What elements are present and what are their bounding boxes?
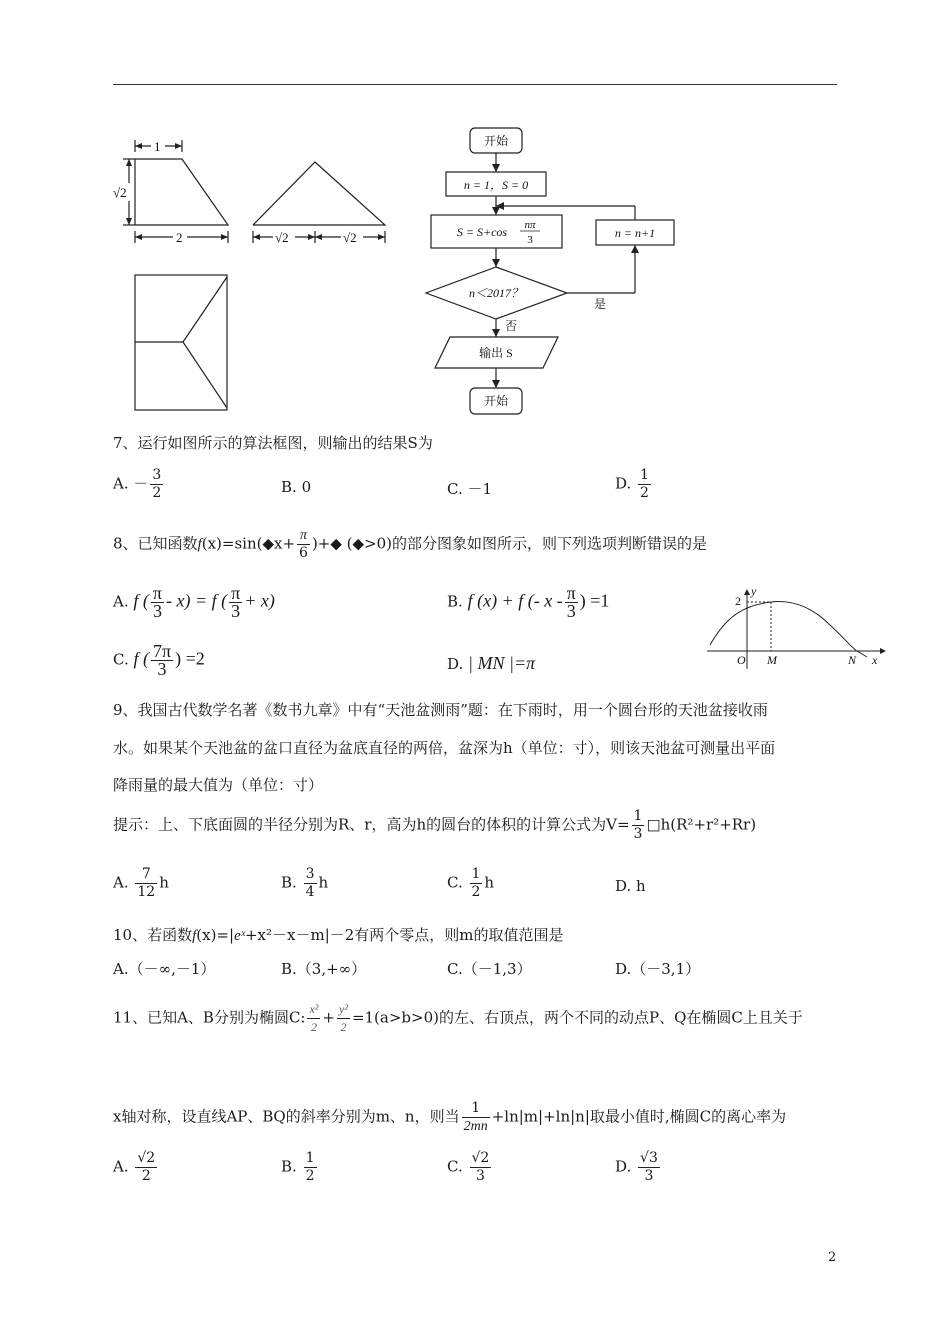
q9-line1: 9、我国古代数学名著《数书九章》中有“天池盆测雨”题：在下雨时，用一个圆台形的天池盆接收雨 bbox=[113, 701, 768, 719]
flow-condition-label: n＜2017？ bbox=[468, 286, 524, 300]
dim-bottom: 2 bbox=[176, 230, 183, 245]
flow-end-label: 开始 bbox=[483, 394, 509, 408]
q8-option-d: D. | MN |=π bbox=[447, 653, 536, 673]
q8-option-a: A. f ( $\frac{\pi}{3}$ - x) = f ( $\frac{\pi}{3}$ + x) bbox=[113, 583, 275, 621]
flow-update-den: 3 bbox=[527, 234, 533, 246]
header-rule bbox=[113, 84, 837, 85]
flow-yes-label: 是 bbox=[593, 297, 607, 311]
flow-update-num: nπ bbox=[524, 219, 536, 231]
three-view-figure bbox=[105, 130, 395, 420]
q10-stem: 10、若函数f(x)=|eˣ+x²－x－m|－2有两个零点，则m的取值范围是 bbox=[113, 926, 564, 944]
front-view-trapezoid bbox=[135, 159, 228, 225]
dim-side-left: √2 bbox=[275, 230, 289, 245]
sine-graph-figure bbox=[705, 585, 890, 670]
q9-option-a: A. $\frac{7}{12}$ h bbox=[113, 866, 169, 900]
q7-option-c: C. －1 bbox=[447, 480, 493, 498]
q10-option-b: B.（3,+∞） bbox=[281, 960, 367, 978]
q9-option-d: D. h bbox=[615, 877, 646, 895]
graph-y-label: y bbox=[751, 584, 757, 598]
q7-option-b: B. 0 bbox=[281, 478, 312, 496]
q11-option-a: A. $\frac{√2}{2}$ bbox=[113, 1150, 156, 1184]
flow-increment-label: n = n+1 bbox=[614, 226, 656, 240]
flow-output-label: 输出 S bbox=[479, 346, 513, 360]
flowchart-figure bbox=[420, 122, 690, 417]
graph-x-label: x bbox=[872, 653, 878, 667]
dim-side-right: √2 bbox=[343, 230, 357, 245]
flow-init-label: n = 1，S = 0 bbox=[463, 178, 529, 192]
q11-option-b: B. $\frac{1}{2}$ bbox=[281, 1150, 315, 1184]
q7-option-a: A. － $\frac{3}{2}$ bbox=[113, 467, 162, 501]
q11-option-d: D. $\frac{√3}{3}$ bbox=[615, 1150, 658, 1184]
q7-stem: 7、运行如图所示的算法框图，则输出的结果S为 bbox=[113, 434, 433, 452]
q10-option-a: A.（－∞,－1） bbox=[113, 960, 216, 978]
side-view-triangle bbox=[253, 162, 385, 225]
q9-line2: 水。如果某个天池盆的盆口直径为盆底直径的两倍，盆深为h（单位：寸），则该天池盆可测量出平面 bbox=[113, 739, 776, 757]
flow-no-label: 否 bbox=[504, 319, 518, 333]
q8-option-b: B. f (x) + f (- x - $\frac{\pi}{3}$ ) =1 bbox=[447, 583, 610, 621]
flow-update-label: S = S+cos bbox=[456, 225, 508, 239]
q9-line3: 降雨量的最大值为（单位：寸） bbox=[113, 776, 324, 794]
q10-option-c: C.（－1,3） bbox=[447, 960, 532, 978]
q9-option-c: C. $\frac{1}{2}$ h bbox=[447, 866, 495, 900]
graph-n-label: N bbox=[848, 653, 857, 667]
q8-stem: 8、已知函数f(x)=sin(◆x+ $\frac{\pi}{6}$ )+◆ (◆>0)的部分图象如图所示，则下列选项判断错误的是 bbox=[113, 528, 708, 561]
q10-option-d: D.（－3,1） bbox=[615, 960, 701, 978]
dim-top: 1 bbox=[154, 139, 161, 154]
q11-stem: 11、已知A、B分别为椭圆C: $\frac{\text{x²}}{2}$ + $\frac{\text{y²}}{2}$ =1(a>b>0)的左、右顶点，两个不同的动点P、Q在椭圆C上且关于 bbox=[113, 1002, 803, 1034]
graph-peak-label: 2 bbox=[735, 594, 741, 608]
q9-option-b: B. $\frac{3}{4}$ h bbox=[281, 866, 329, 900]
q11-line2: x轴对称，设直线AP、BQ的斜率分别为m、n，则当 $\frac{1}{2mn}$ +ln|m|+ln|n|取最小值时,椭圆C的离心率为 bbox=[113, 1100, 787, 1134]
page-number: 2 bbox=[828, 1250, 837, 1265]
q8-option-c: C. f ( $\frac{7\pi}{3}$ ) =2 bbox=[113, 641, 205, 679]
graph-origin-label: O bbox=[737, 653, 746, 667]
flow-start-label: 开始 bbox=[483, 134, 509, 148]
graph-m-label: M bbox=[767, 653, 777, 667]
dim-left: √2 bbox=[113, 185, 127, 200]
q9-hint: 提示：上、下底面圆的半径分别为R、r，高为h的圆台的体积的计算公式为V= $\frac{1}{3}$ □h(R²+r²+Rr) bbox=[113, 808, 757, 842]
q7-option-d: D. $\frac{1}{2}$ bbox=[615, 467, 649, 501]
q11-option-c: C. $\frac{√2}{3}$ bbox=[447, 1150, 490, 1184]
